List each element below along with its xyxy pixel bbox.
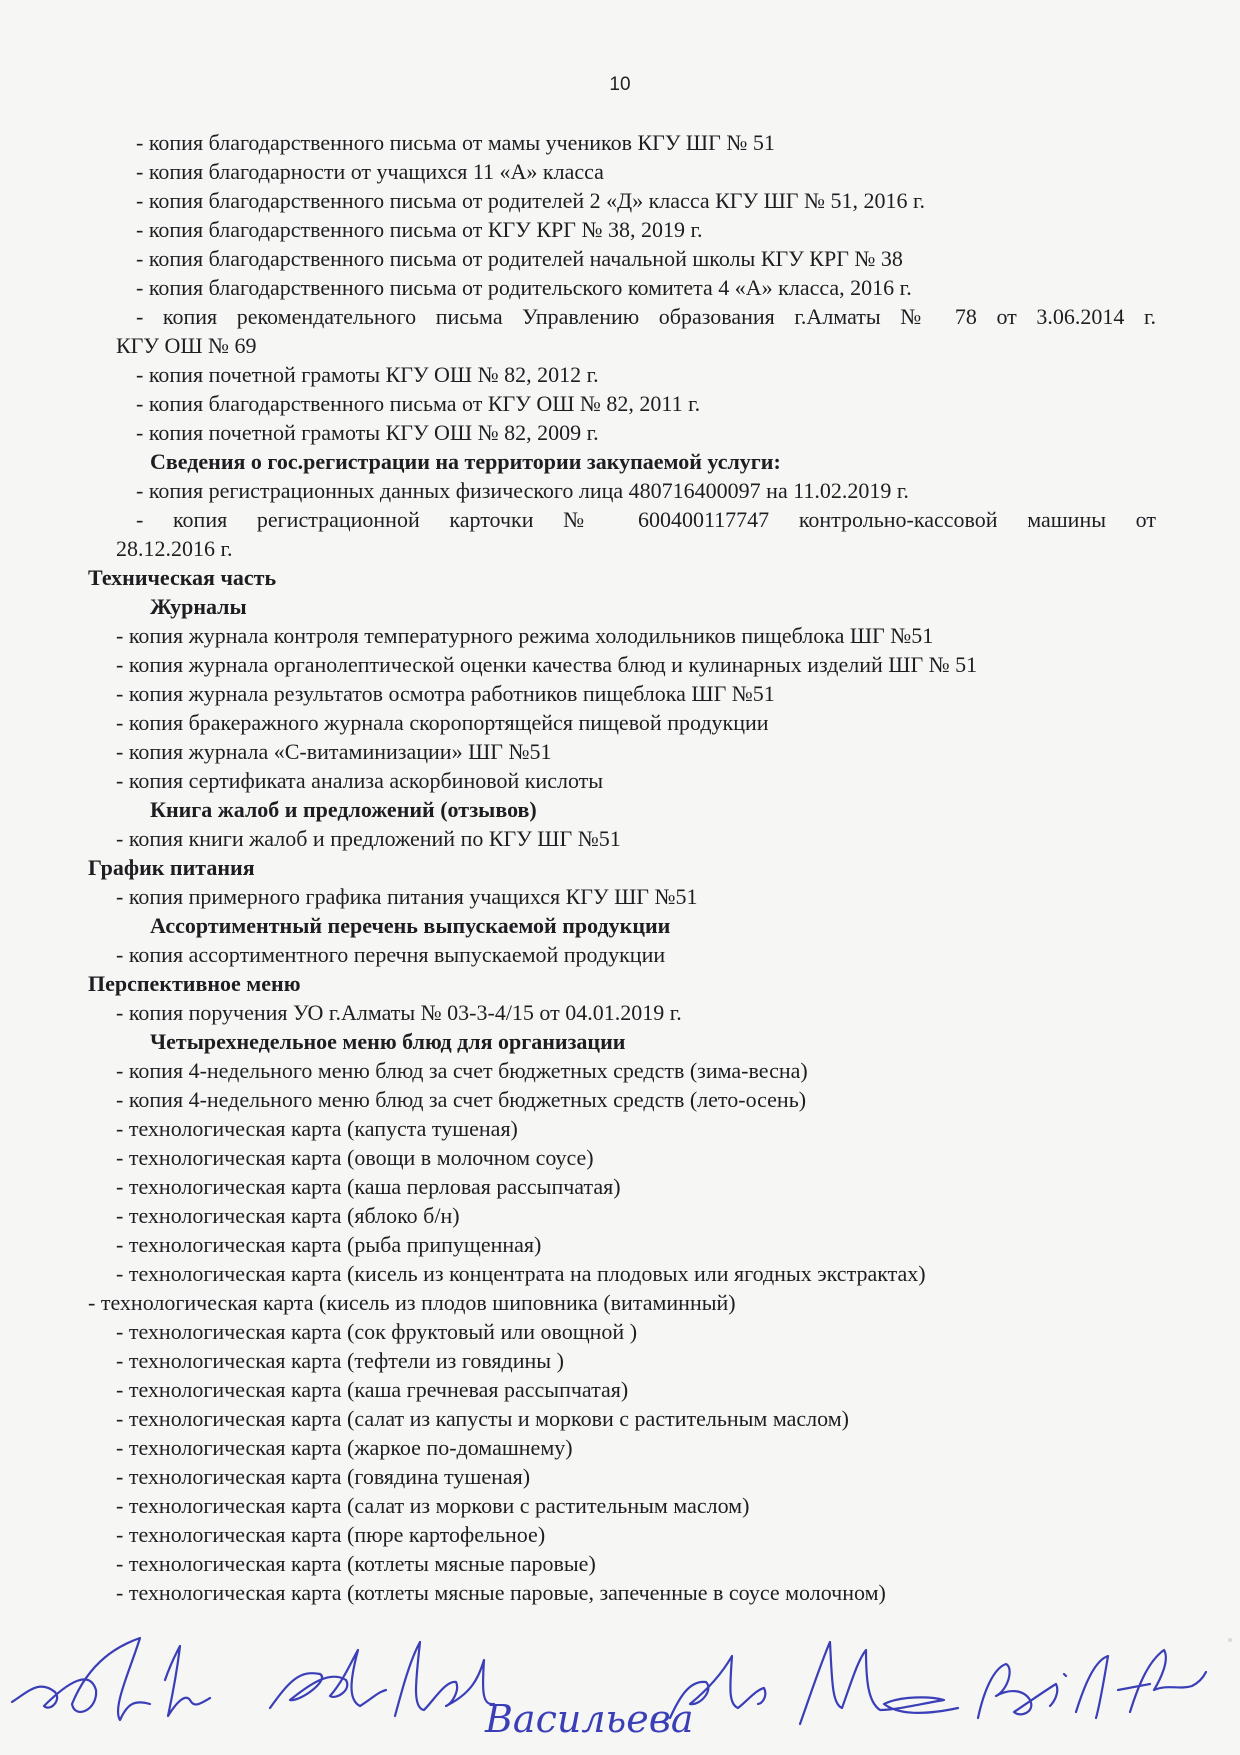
list-item: - копия поручения УО г.Алматы № 03-3-4/15 от 04.01.2019 г. <box>116 1000 682 1025</box>
list-item: 28.12.2016 г. <box>116 536 233 561</box>
list-item: - технологическая карта (овощи в молочном соусе) <box>116 1145 594 1170</box>
list-item: - копия благодарственного письма от родительского комитета 4 «А» класса, 2016 г. <box>136 275 912 300</box>
list-item: - копия журнала органолептической оценки качества блюд и кулинарных изделий ШГ № 51 <box>116 652 978 677</box>
list-item: - копия 4-недельного меню блюд за счет бюджетных средств (лето-осень) <box>116 1087 807 1112</box>
list-item: - технологическая карта (пюре картофельное) <box>116 1522 546 1547</box>
page-number: 10 <box>609 74 631 95</box>
list-item: - копия примерного графика питания учащихся КГУ ШГ №51 <box>116 884 698 909</box>
section-heading: Четырехнедельное меню блюд для организации <box>150 1029 626 1054</box>
list-item: - технологическая карта (говядина тушеная) <box>116 1464 531 1489</box>
list-item: - копия благодарственного письма от КГУ КРГ № 38, 2019 г. <box>136 217 703 242</box>
signature-2 <box>165 1646 210 1716</box>
signature-7 <box>978 1650 1206 1718</box>
list-item: - копия благодарственного письма от мамы учеников КГУ ШГ № 51 <box>136 130 775 155</box>
list-item: - копия бракеражного журнала скоропортящейся пищевой продукции <box>116 710 769 735</box>
list-item: - копия ассортиментного перечня выпускаемой продукции <box>116 942 666 967</box>
list-item: - технологическая карта (салат из моркови с растительным маслом) <box>116 1493 750 1518</box>
list-item: - копия книги жалоб и предложений по КГУ ШГ №51 <box>116 826 621 851</box>
list-item: - копия журнала контроля температурного режима холодильников пищеблока ШГ №51 <box>116 623 934 648</box>
signature-name: Васильева <box>485 1697 694 1741</box>
list-item: - технологическая карта (кисель из плодов шиповника (витаминный) <box>88 1290 736 1315</box>
section-heading: Ассортиментный перечень выпускаемой продукции <box>150 913 671 938</box>
list-item: - копия регистрационных данных физического лица 480716400097 на 11.02.2019 г. <box>136 478 909 503</box>
signature-6 <box>800 1642 958 1724</box>
section-heading: График питания <box>88 855 255 880</box>
section-heading: Книга жалоб и предложений (отзывов) <box>150 797 537 822</box>
list-item: - копия благодарственного письма от родителей 2 «Д» класса КГУ ШГ № 51, 2016 г. <box>136 188 926 213</box>
section-heading: Сведения о гос.регистрации на территории закупаемой услуги: <box>150 449 781 474</box>
section-heading: Техническая часть <box>88 565 277 590</box>
list-item: - технологическая карта (котлеты мясные паровые, запеченные в соусе молочном) <box>116 1580 886 1605</box>
list-item: - технологическая карта (салат из капусты и моркови с растительным маслом) <box>116 1406 849 1431</box>
list-item: - технологическая карта (капуста тушеная) <box>116 1116 518 1141</box>
list-item: - копия регистрационной карточки № 600400117747 контрольно-кассовой машины от <box>136 507 1156 532</box>
list-item: - технологическая карта (котлеты мясные паровые) <box>116 1551 596 1576</box>
signature-1 <box>12 1638 150 1720</box>
list-item: - технологическая карта (жаркое по-домашнему) <box>116 1435 573 1460</box>
list-item: - технологическая карта (сок фруктовый или овощной ) <box>116 1319 638 1344</box>
signature-row <box>0 1620 1240 1750</box>
signatures-graphic <box>0 1620 1240 1750</box>
list-item: - копия благодарности от учащихся 11 «А» класса <box>136 159 604 184</box>
list-item: - копия журнала результатов осмотра работников пищеблока ШГ №51 <box>116 681 775 706</box>
list-item: - копия почетной грамоты КГУ ОШ № 82, 2012 г. <box>136 362 599 387</box>
list-item: - копия журнала «С-витаминизации» ШГ №51 <box>116 739 552 764</box>
list-item: - технологическая карта (яблоко б/н) <box>116 1203 460 1228</box>
list-item: - копия благодарственного письма от КГУ ОШ № 82, 2011 г. <box>136 391 701 416</box>
section-heading: Журналы <box>150 594 247 619</box>
list-item: - технологическая карта (каша гречневая рассыпчатая) <box>116 1377 629 1402</box>
signature-3 <box>270 1650 386 1708</box>
list-item: - технологическая карта (тефтели из говядины ) <box>116 1348 564 1373</box>
list-item: - технологическая карта (каша перловая рассыпчатая) <box>116 1174 621 1199</box>
section-heading: Перспективное меню <box>88 971 301 996</box>
list-item: КГУ ОШ № 69 <box>116 333 257 358</box>
list-item: - копия 4-недельного меню блюд за счет бюджетных средств (зима-весна) <box>116 1058 808 1083</box>
list-item: - копия сертификата анализа аскорбиновой кислоты <box>116 768 604 793</box>
list-item: - технологическая карта (кисель из концентрата на плодовых или ягодных экстрактах) <box>116 1261 926 1286</box>
signature-4 <box>395 1642 494 1716</box>
list-item: - копия благодарственного письма от родителей начальной школы КГУ КРГ № 38 <box>136 246 903 271</box>
list-item: - копия рекомендательного письма Управлению образования г.Алматы № 78 от 3.06.2014 г. <box>136 304 1156 329</box>
list-item: - технологическая карта (рыба припущенная) <box>116 1232 542 1257</box>
list-item: - копия почетной грамоты КГУ ОШ № 82, 2009 г. <box>136 420 599 445</box>
document-body <box>88 128 1156 1607</box>
